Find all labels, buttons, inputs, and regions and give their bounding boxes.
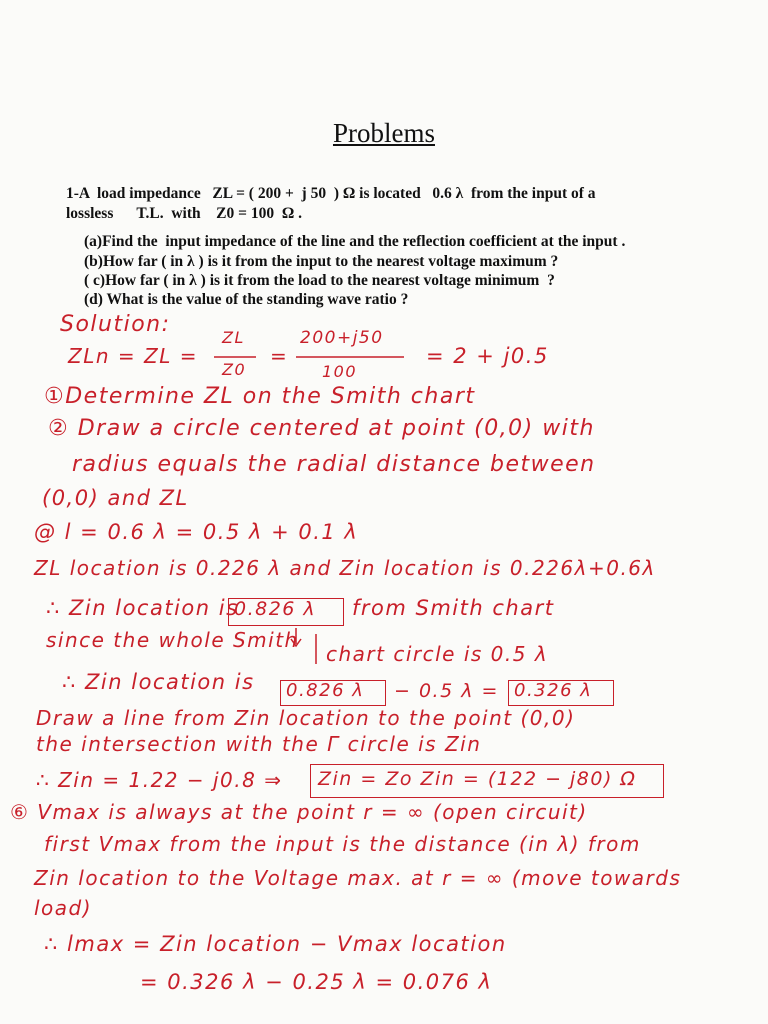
equals-sign: =: [270, 344, 289, 368]
vmax-line-3: Zin location to the Voltage max. at r = ∞ (move towards: [34, 866, 682, 890]
zin-value-text: ∴ Zin = 1.22 − j0.8 ⇒: [36, 768, 283, 792]
vmax-line-1: ⑥ Vmax is always at the point r = ∞ (open circuit): [10, 800, 588, 824]
subtract-half-wave: − 0.5 λ =: [394, 680, 499, 702]
fraction-denominator: 100: [322, 362, 358, 381]
step-2-line-2: radius equals the radial distance between: [72, 452, 596, 477]
problem-line-2: lossless T.L. with Z0 = 100 Ω .: [66, 205, 302, 222]
problem-part-c: ( c)How far ( in λ ) is it from the load to the nearest voltage minimum ?: [84, 272, 555, 289]
zin-value: Zin = Zo Zin = (122 − j80) Ω: [318, 768, 637, 790]
zin-location-text: ∴ Zin location is: [46, 596, 239, 620]
final-location-value: 0.326 λ: [514, 680, 593, 701]
zin-location-text-2: ∴ Zin location is: [62, 670, 255, 694]
step-2-line-3: (0,0) and ZL: [42, 486, 189, 510]
vmax-line-4: load): [34, 896, 93, 920]
chart-circle-text: chart circle is 0.5 λ: [326, 642, 549, 666]
draw-line-1: Draw a line from Zin location to the point (0,0): [36, 706, 576, 730]
zin-location-value-2: 0.826 λ: [286, 680, 365, 701]
zl-normalized-label: ZLn = ZL =: [68, 344, 198, 368]
problem-part-b: (b)How far ( in λ ) is it from the input to the nearest voltage maximum ?: [84, 253, 559, 270]
zin-location-value: 0.826 λ: [234, 598, 317, 620]
vmax-line-2: first Vmax from the input is the distance (in λ) from: [44, 832, 641, 856]
zl-over-z0-denominator: Z0: [222, 360, 247, 379]
length-split: @ l = 0.6 λ = 0.5 λ + 0.1 λ: [34, 520, 359, 544]
draw-line-2: the intersection with the Γ circle is Zin: [36, 732, 482, 756]
since-text: since the whole Smith: [46, 628, 299, 652]
problem-part-d: (d) What is the value of the standing wave ratio ?: [84, 291, 409, 308]
normalized-result: = 2 + j0.5: [426, 344, 549, 368]
location-line: ZL location is 0.226 λ and Zin location is 0.226λ+0.6λ: [34, 556, 656, 580]
page-title: Problems: [332, 118, 435, 148]
step-2: ② Draw a circle centered at point (0,0) with: [48, 416, 595, 441]
problem-line-1: 1-A load impedance ZL = ( 200 + j 50 ) Ω is located 0.6 λ from the input of a: [66, 185, 596, 202]
zl-over-z0-numerator: ZL: [222, 328, 245, 347]
fraction-numerator: 200+j50: [300, 328, 384, 348]
solution-heading: Solution:: [60, 312, 171, 337]
problem-part-a: (a)Find the input impedance of the line and the reflection coefficient at the input .: [84, 233, 626, 250]
from-smith-chart: from Smith chart: [352, 596, 555, 620]
step-1: ①Determine ZL on the Smith chart: [44, 384, 476, 409]
lmax-line-2: = 0.326 λ − 0.25 λ = 0.076 λ: [140, 970, 493, 994]
lmax-line-1: ∴ lmax = Zin location − Vmax location: [44, 932, 507, 956]
